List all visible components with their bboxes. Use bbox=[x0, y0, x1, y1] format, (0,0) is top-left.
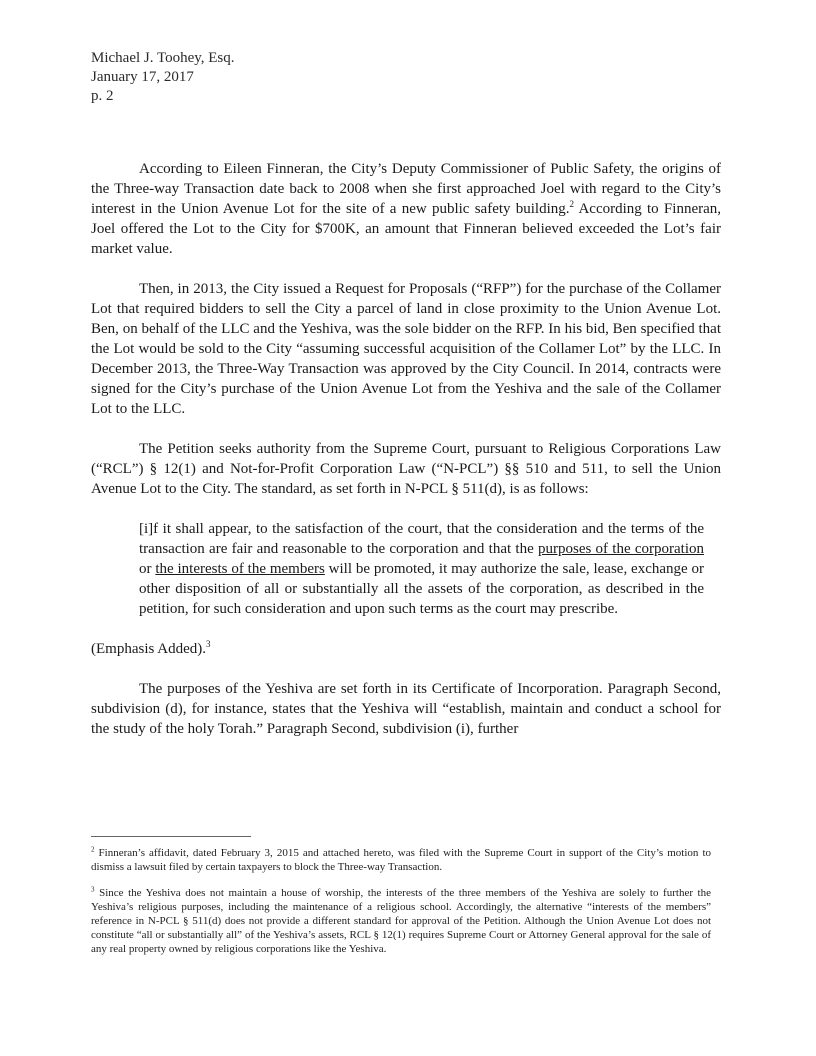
block-quote-npcl bbox=[139, 519, 704, 619]
footnote-ref-3: 3 bbox=[205, 639, 211, 649]
footnote-3 bbox=[91, 886, 711, 956]
footnote-text: Finneran’s affidavit, dated February 3, 2015 and attached hereto, was filed with the Supreme Court in support of the City’s motion to dismiss a lawsuit filed by certain taxpayers to block the Three-way Transaction. bbox=[91, 847, 711, 873]
emphasis-note bbox=[91, 639, 721, 659]
footnotes bbox=[91, 846, 711, 968]
paragraph-petition: The Petition seeks authority from the Supreme Court, pursuant to Religious Corporations Law (“RCL”) § 12(1) and Not-for-Profit Corporation Law (“N-PCL”) §§ 510 and 511, to sell the Union Avenue Lot to the City. The standard, as set forth in N-PCL § 511(d), is as follows: bbox=[91, 441, 721, 497]
paragraph-finneran bbox=[91, 159, 721, 259]
quote-underlined-purposes: purposes of the corporation bbox=[537, 541, 704, 557]
quote-text: will be promoted, it may authorize the sale, lease, exchange or other disposition of all or substantially all the assets of the corporation, as described in the petition, for such consideration and upon such terms as the court may prescribe. bbox=[139, 561, 704, 617]
letter-date: January 17, 2017 bbox=[91, 69, 194, 85]
paragraph-text: According to Finneran, Joel offered the Lot to the City for $700K, an amount that Finneran believed exceeded the Lot’s fair market value. bbox=[91, 201, 721, 257]
footnote-number: 2 bbox=[91, 845, 95, 854]
footnote-2 bbox=[91, 846, 711, 874]
emphasis-text: (Emphasis Added). bbox=[91, 641, 206, 657]
footnote-separator bbox=[91, 836, 251, 837]
quote-underlined-interests: the interests of the members bbox=[155, 561, 325, 577]
paragraph-purposes: The purposes of the Yeshiva are set forth in its Certificate of Incorporation. Paragraph Second, subdivision (d), for instance, states that the Yeshiva will “establish, maintain and conduct a school for the study of the holy Torah.” Paragraph Second, subdivision (i), further bbox=[91, 681, 721, 737]
quote-text: or bbox=[139, 561, 156, 577]
letter-header bbox=[91, 49, 235, 106]
quote-text: [i]f it shall appear, to the satisfaction of the court, that the consideration and the terms of the transaction are fair and reasonable to the corporation and that the bbox=[139, 521, 704, 557]
paragraph-rfp: Then, in 2013, the City issued a Request for Proposals (“RFP”) for the purchase of the Collamer Lot that required bidders to sell the City a parcel of land in close proximity to the Union Avenue Lot. Ben, on behalf of the LLC and the Yeshiva, was the sole bidder on the RFP. In his bid, Ben specified that the Lot would be sold to the City “assuming successful acquisition of the Collamer Lot” by the LLC. In December 2013, the Three-Way Transaction was approved by the City Council. In 2014, contracts were signed for the City’s purchase of the Union Avenue Lot from the Yeshiva and the sale of the Collamer Lot to the LLC. bbox=[91, 281, 721, 417]
footnote-number: 3 bbox=[91, 885, 95, 894]
page-number: p. 2 bbox=[91, 88, 114, 104]
footnote-ref-2: 2 bbox=[569, 199, 575, 209]
recipient-name: Michael J. Toohey, Esq. bbox=[91, 50, 235, 66]
letter-body bbox=[91, 159, 721, 759]
footnote-text: Since the Yeshiva does not maintain a house of worship, the interests of the three members of the Yeshiva are solely to further the Yeshiva’s religious purposes, including the maintenance of a religious school. Accordingly, the alternative “interests of the members” reference in N-PCL § 511(d) does not provide a different standard for approval of the Petition. Although the Union Avenue Lot does not constitute “all or substantially all” of the Yeshiva’s assets, RCL § 12(1) requires Supreme Court or Attorney General approval for the sale of any real property owned by religious corporations like the Yeshiva. bbox=[91, 887, 711, 955]
paragraph-text: According to Eileen Finneran, the City’s Deputy Commissioner of Public Safety, the origins of the Three-way Transaction date back to 2008 when she first approached Joel with regard to the City’s interest in the Union Avenue Lot for the site of a new public safety building. bbox=[91, 161, 721, 217]
